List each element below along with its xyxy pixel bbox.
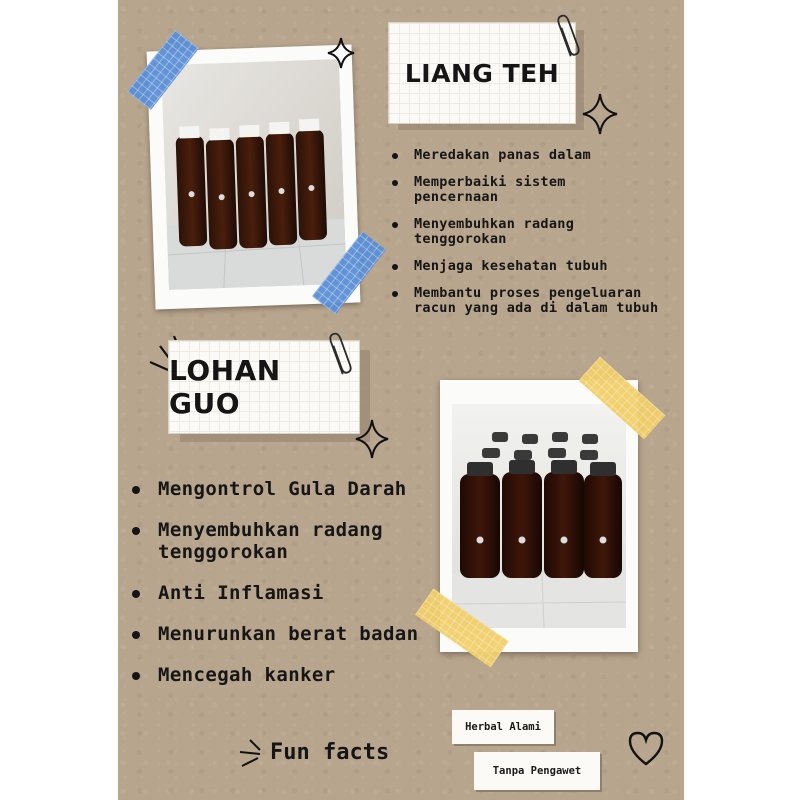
sparkle-icon [581,92,619,136]
bullet-icon [132,527,140,535]
tag-tanpa-pengawet: Tanpa Pengawet [474,752,600,790]
bullet-icon [392,222,398,228]
list-item: Menjaga kesehatan tubuh [392,259,662,274]
tag-herbal-alami: Herbal Alami [452,710,554,744]
bullet-icon [132,672,140,680]
list-item: Meredakan panas dalam [392,148,662,163]
liang-teh-title: LIANG TEH [404,58,560,88]
list-item: Mengontrol Gula Darah [132,478,432,500]
liang-teh-photo-frame [147,45,361,310]
sparkle-icon [354,418,390,460]
dash-lines-icon [236,736,266,770]
list-item: Membantu proses pengeluaran racun yang ada di dalam tubuh [392,286,662,316]
list-item: Menyembuhkan radang tenggorokan [132,519,432,563]
bullet-icon [132,590,140,598]
sparkle-icon [326,36,356,70]
heart-icon [626,728,666,768]
list-item: Anti Inflamasi [132,582,432,604]
bullet-icon [392,264,398,270]
poster [118,0,684,800]
bullet-icon [392,291,398,297]
bullet-icon [392,180,398,186]
bullet-icon [392,153,398,159]
bullet-icon [132,631,140,639]
lohan-guo-benefits-list [132,478,432,705]
list-item: Memperbaiki sistem pencernaan [392,175,662,205]
list-item: Menurunkan berat badan [132,623,432,645]
liang-teh-title-card [388,22,576,124]
lohan-guo-photo-frame [440,380,638,652]
lohan-guo-bottles-photo [452,404,626,628]
paperclip-icon [328,330,352,380]
fun-facts-label: Fun facts [270,740,390,765]
list-item: Menyembuhkan radang tenggorokan [392,217,662,247]
list-item: Mencegah kanker [132,664,432,686]
paperclip-icon [556,12,580,62]
lohan-guo-title: LOHAN GUO [169,354,281,420]
liang-teh-benefits-list [392,148,662,328]
bullet-icon [132,486,140,494]
liang-teh-bottles-photo [161,59,347,290]
